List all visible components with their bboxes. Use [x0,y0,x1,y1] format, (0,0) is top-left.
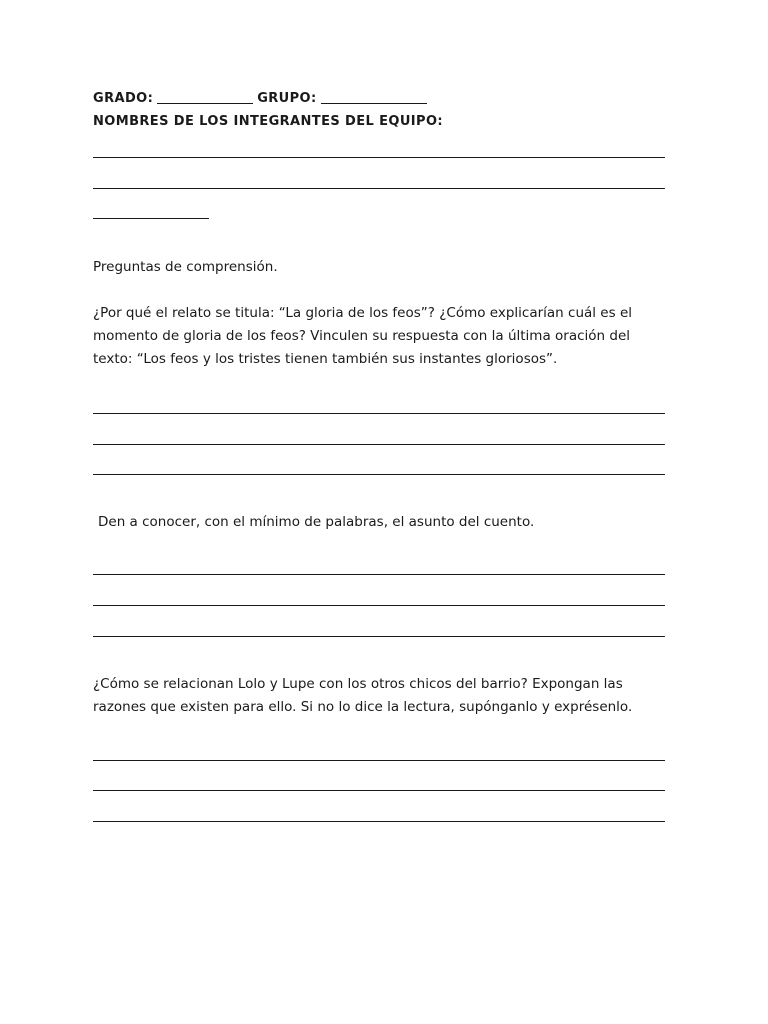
grado-blank[interactable] [157,89,253,104]
question-3-text: ¿Cómo se relacionan Lolo y Lupe con los otros chicos del barrio? Expongan las razones que existen para ello. Si no lo dice la lectura, supónganlo y exprésenlo. [93,676,633,715]
answer-line[interactable] [93,821,665,822]
answer-line[interactable] [93,636,665,637]
question-1-text: ¿Por qué el relato se titula: “La gloria de los feos”? ¿Cómo explicarían cuál es el momento de gloria de los feos? Vinculen su respuesta con la última oración del texto: “Los feos y los tristes tienen también sus instantes gloriosos”. [93,305,632,367]
answer-line[interactable] [93,790,665,791]
answer-line[interactable] [93,574,665,575]
grado-label: GRADO: [93,91,154,106]
grupo-label: GRUPO: [257,91,317,106]
answer-line[interactable] [93,760,665,761]
answer-line[interactable] [93,444,665,445]
question-2-text: Den a conocer, con el mínimo de palabras, el asunto del cuento. [98,514,535,530]
team-name-line[interactable] [93,188,665,189]
grupo-blank[interactable] [321,89,427,104]
answer-line[interactable] [93,605,665,606]
team-names-label: NOMBRES DE LOS INTEGRANTES DEL EQUIPO: [93,114,444,129]
team-name-line-short[interactable] [93,218,209,219]
answer-line[interactable] [93,474,665,475]
answer-line[interactable] [93,413,665,414]
team-name-line[interactable] [93,157,665,158]
grado-grupo-line [93,88,431,110]
section-title: Preguntas de comprensión. [93,259,278,275]
